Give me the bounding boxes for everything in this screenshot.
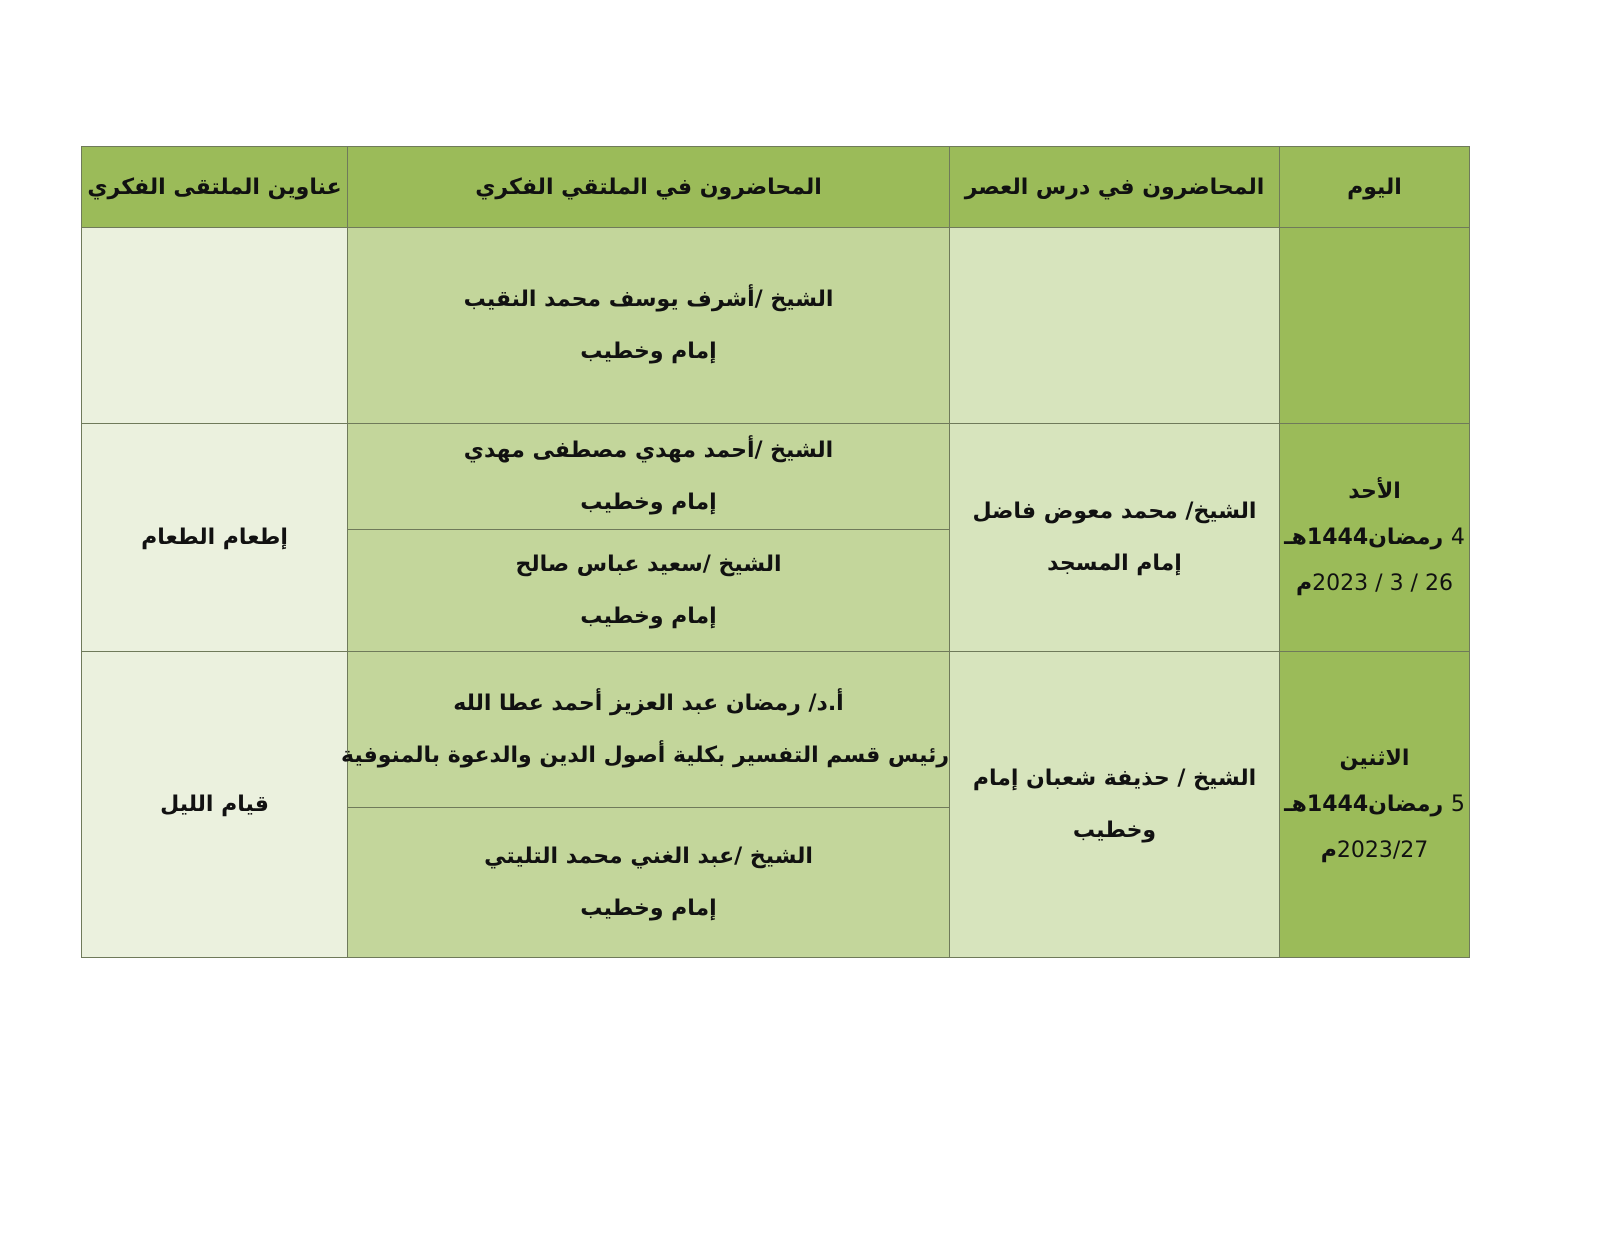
- gregorian-date: 2023/27م: [1320, 837, 1429, 863]
- header-forum-titles: عناوين الملتقى الفكري: [82, 147, 348, 228]
- lecturer-name: الشيخ / حذيفة شعبان إمام: [972, 765, 1257, 791]
- lecturer-name: الشيخ/ محمد معوض فاضل: [972, 498, 1257, 524]
- lecturer-role: إمام المسجد: [1047, 550, 1182, 576]
- day-name: الأحد: [1348, 478, 1401, 504]
- table-row: [82, 228, 1470, 424]
- gregorian-date: 26 / 3 / 2023م: [1296, 570, 1453, 596]
- asr-lecturer-cell: [950, 424, 1280, 652]
- day-cell-sunday: [1280, 424, 1470, 652]
- forum-lecturer-cell: [348, 808, 950, 958]
- asr-cell-empty: [950, 228, 1280, 424]
- forum-title-cell-empty: [82, 228, 348, 424]
- table-row-sunday: [82, 424, 1470, 530]
- lecturer-name: الشيخ /أشرف يوسف محمد النقيب: [463, 286, 834, 312]
- header-forum-lecturers: المحاضرون في الملتقي الفكري: [348, 147, 950, 228]
- lecturer-name: الشيخ /سعيد عباس صالح: [515, 551, 782, 577]
- forum-lecturer-cell: [348, 424, 950, 530]
- forum-lecturer-cell: [341, 652, 950, 808]
- header-day: اليوم: [1280, 147, 1470, 228]
- day-cell-empty: [1280, 228, 1470, 424]
- forum-title-cell: [82, 652, 348, 958]
- day-cell-monday: [1280, 652, 1470, 958]
- forum-title: قيام الليل: [160, 791, 269, 817]
- lecturer-name: الشيخ /عبد الغني محمد التليتي: [484, 843, 813, 869]
- hijri-date: 4 رمضان1444هـ: [1284, 524, 1465, 550]
- table-row-monday: [82, 652, 1470, 808]
- lecturer-name: الشيخ /أحمد مهدي مصطفى مهدي: [463, 437, 834, 463]
- lecturer-role: إمام وخطيب: [580, 338, 717, 364]
- lecturer-role: وخطيب: [1072, 817, 1157, 843]
- lecturer-role: رئيس قسم التفسير بكلية أصول الدين والدعوة بالمنوفية: [341, 742, 949, 768]
- hijri-date: 5 رمضان1444هـ: [1284, 791, 1465, 817]
- day-name: الاثنين: [1339, 745, 1410, 771]
- lecturer-role: إمام وخطيب: [580, 489, 717, 515]
- forum-title: إطعام الطعام: [141, 524, 288, 550]
- lecturer-role: إمام وخطيب: [580, 603, 717, 629]
- header-row: [82, 147, 1470, 228]
- forum-lecturer-cell: [348, 530, 950, 652]
- ramadan-schedule-table: [81, 146, 1470, 958]
- forum-lecturer-cell: [348, 228, 950, 424]
- lecturer-name: أ.د/ رمضان عبد العزيز أحمد عطا الله: [453, 690, 844, 716]
- header-asr-lecturers: المحاضرون في درس العصر: [950, 147, 1280, 228]
- forum-title-cell: [82, 424, 348, 652]
- lecturer-role: إمام وخطيب: [580, 895, 717, 921]
- asr-lecturer-cell: [950, 652, 1280, 958]
